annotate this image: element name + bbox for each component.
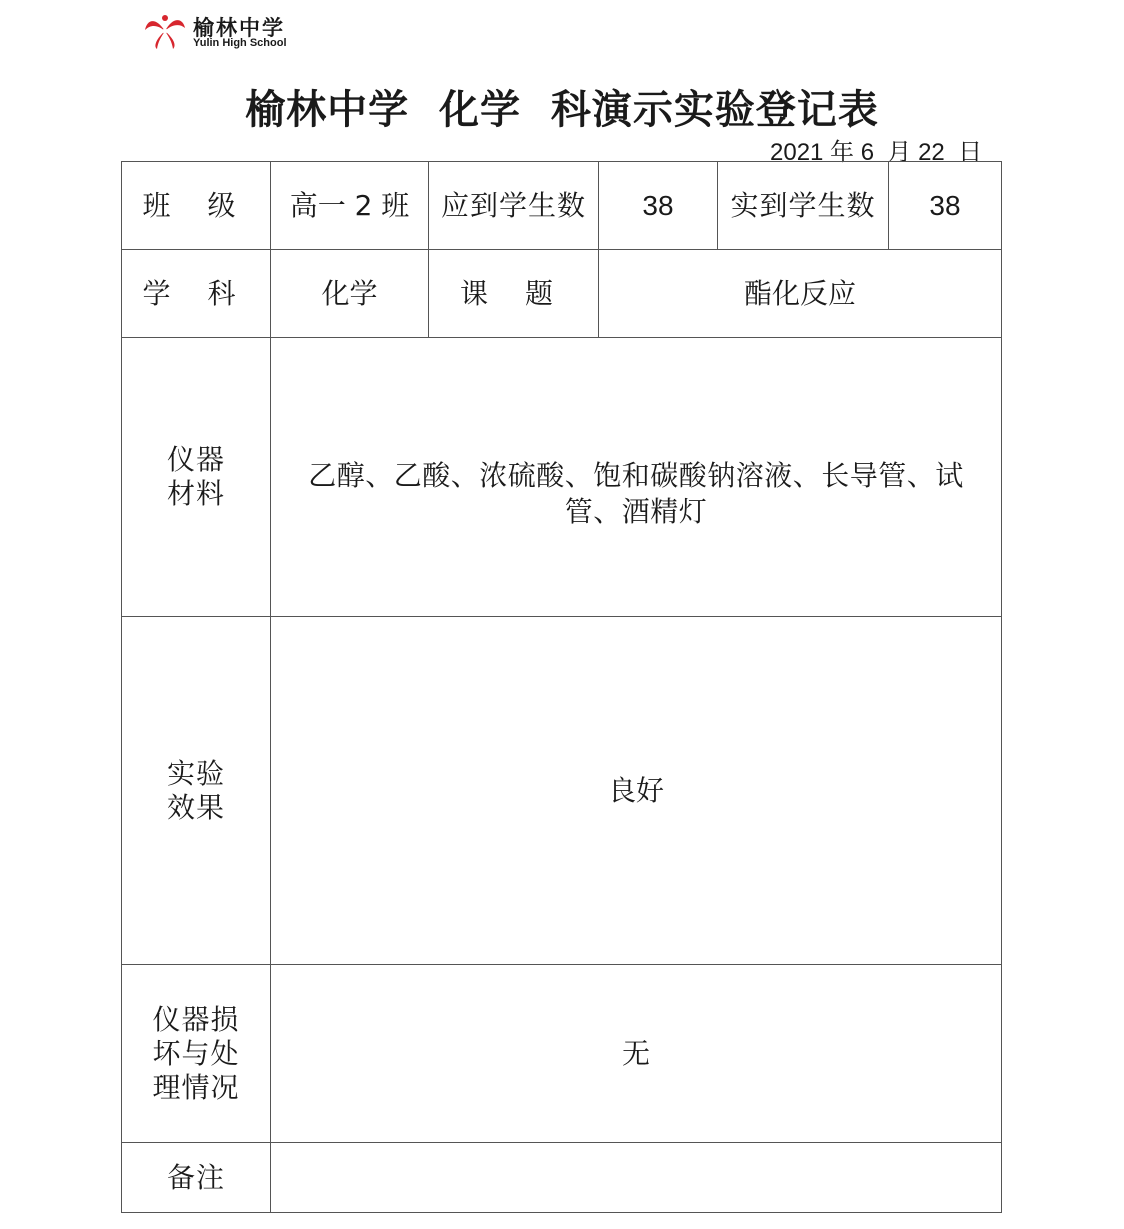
actual-students-value: 38 (889, 162, 1002, 250)
damage-label: 仪器损坏与处理情况 (152, 1002, 240, 1104)
subject-label: 学 科 (122, 250, 271, 338)
table-row (122, 965, 1002, 1143)
expected-students-label: 应到学生数 (429, 162, 599, 250)
table-row (122, 617, 1002, 965)
logo-school-name-cn: 榆林中学 (193, 15, 285, 40)
damage-value: 无 (271, 965, 1002, 1143)
registration-table (121, 161, 1002, 1213)
topic-label: 课 题 (429, 250, 599, 338)
materials-label-cell (122, 338, 271, 617)
materials-value: 乙醇、乙酸、浓硫酸、饱和碳酸钠溶液、长导管、试管、酒精灯 (308, 459, 964, 528)
class-value: 高一 2 班 (271, 162, 429, 250)
notes-label: 备注 (122, 1143, 271, 1213)
school-logo (143, 10, 313, 52)
record-date: 2021 年 6 月 22 日 (770, 139, 983, 166)
notes-value (271, 1143, 1002, 1213)
school-emblem-icon (143, 12, 187, 50)
actual-students-label: 实到学生数 (718, 162, 889, 250)
effect-label: 实验效果 (166, 756, 225, 824)
expected-students-value: 38 (599, 162, 718, 250)
materials-label: 仪器材料 (166, 443, 225, 510)
table-row (122, 162, 1002, 250)
topic-value: 酯化反应 (599, 250, 1002, 338)
class-label: 班 级 (122, 162, 271, 250)
logo-school-name-en: Yulin High School (193, 37, 287, 49)
effect-value: 良好 (271, 617, 1002, 965)
effect-label-cell (122, 617, 271, 965)
page-title: 榆林中学 化学 科演示实验登记表 (245, 87, 879, 133)
materials-cell (271, 338, 1002, 617)
table-row (122, 338, 1002, 617)
table-row (122, 1143, 1002, 1213)
subject-value: 化学 (271, 250, 429, 338)
damage-label-cell (122, 965, 271, 1143)
table-row (122, 250, 1002, 338)
